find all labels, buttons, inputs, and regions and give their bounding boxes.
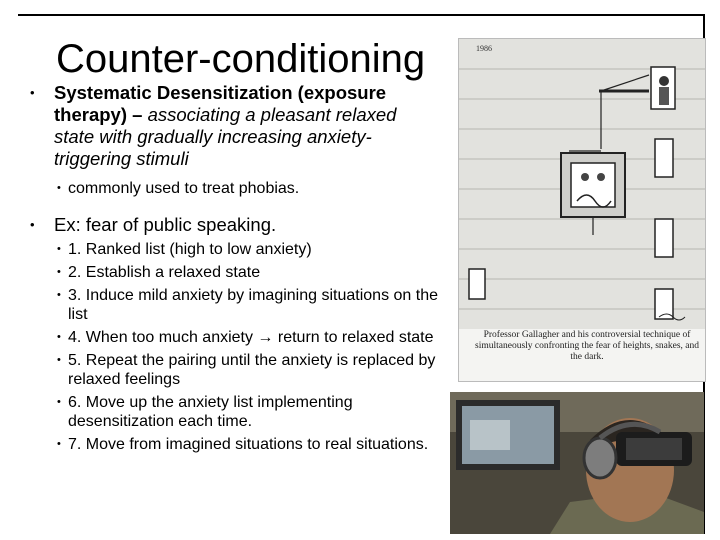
bullet-dot: •: [57, 243, 61, 255]
sub-bullet-text: commonly used to treat phobias.: [68, 180, 300, 197]
step-text: 4. When too much anxiety → return to relaxed state: [68, 329, 434, 346]
bullet-systematic-desensitization: [30, 82, 440, 170]
bullet-dot: •: [57, 354, 61, 366]
example-heading: Ex: fear of public speaking.: [54, 214, 277, 235]
vr-photo-drawing: [450, 392, 704, 534]
step-item: [30, 328, 440, 347]
cartoon-year: 1986: [476, 44, 492, 53]
bullet-dot: •: [57, 182, 61, 194]
step-item: [30, 286, 440, 324]
bullet-definition: associating a pleasant relaxed state with gradually increasing anxiety-triggering stimuli: [54, 104, 397, 169]
step-item: [30, 263, 440, 282]
bullet-dot: •: [57, 289, 61, 301]
step-text: 2. Establish a relaxed state: [68, 264, 261, 281]
step-item: [30, 435, 440, 454]
slide-content: [30, 82, 440, 454]
bullet-dot: •: [30, 217, 35, 232]
bullet-dot: •: [57, 266, 61, 278]
bullet-example: [30, 214, 440, 236]
cartoon-caption: Professor Gallagher and his controversial technique of simultaneously confronting the fear of heights, snakes, and the dark.: [475, 330, 699, 362]
vr-therapy-photo: [450, 392, 704, 534]
step-text: 7. Move from imagined situations to real situations.: [68, 436, 429, 453]
slide-border-top: [18, 14, 704, 16]
step-text: 5. Repeat the pairing until the anxiety is replaced by relaxed feelings: [68, 352, 436, 388]
step-text: 1. Ranked list (high to low anxiety): [68, 241, 312, 258]
step-text: 6. Move up the anxiety list implementing desensitization each time.: [68, 394, 353, 430]
sub-bullet-phobias: [30, 179, 440, 198]
bullet-term: Systematic Desensitization (exposure therapy) –: [54, 82, 387, 125]
bullet-dot: •: [57, 331, 61, 343]
step-text: 3. Induce mild anxiety by imagining situations on the list: [68, 287, 438, 323]
step-item: [30, 393, 440, 431]
step-item: [30, 351, 440, 389]
bullet-dot: •: [57, 396, 61, 408]
step-item: [30, 240, 440, 259]
bullet-dot: •: [30, 85, 35, 100]
slide-title: Counter-conditioning: [56, 37, 426, 81]
bullet-dot: •: [57, 438, 61, 450]
